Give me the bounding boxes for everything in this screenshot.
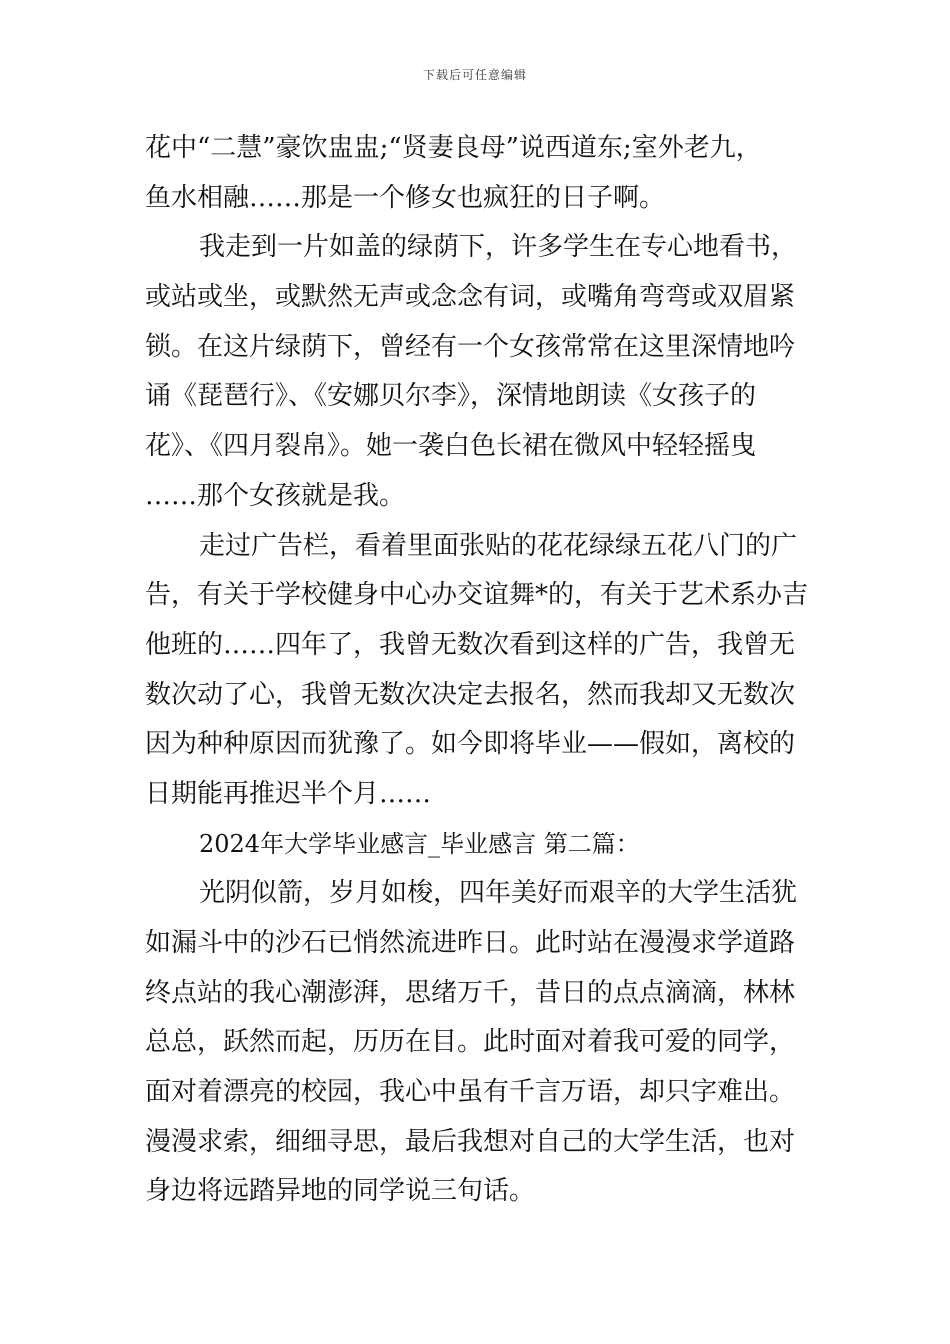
- text-line: 如漏斗中的沙石已悄然流进昨日。此时站在漫漫求学道路: [145, 928, 796, 958]
- text-line: 面对着漂亮的校园，我心中虽有千言万语，却只字难出。: [145, 1077, 796, 1108]
- text-line: 他班的……四年了，我曾无数次看到这样的广告，我曾无: [145, 629, 796, 660]
- text-line: 总总，跃然而起，历历在目。此时面对着我可爱的同学，: [145, 1027, 796, 1058]
- text-line: 漫漫求索，细细寻思，最后我想对自己的大学生活，也对: [145, 1126, 796, 1157]
- paragraph-start-line: 我走到一片如盖的绿荫下，许多学生在专心地看书，: [199, 232, 798, 263]
- text-line: 诵《琵琶行》、《安娜贝尔李》，深情地朗读《女孩子的: [145, 381, 757, 412]
- text-line: 因为种种原因而犹豫了。如今即将毕业——假如，离校的: [145, 729, 796, 760]
- text-line: 日期能再推迟半个月……: [145, 778, 432, 809]
- text-line: 锁。在这片绿荫下，曾经有一个女孩常常在这里深情地吟: [145, 331, 796, 362]
- text-line: 数次动了心，我曾无数次决定去报名，然而我却又无数次: [145, 679, 796, 710]
- paragraph-start-line: 走过广告栏，看着里面张贴的花花绿绿五花八门的广: [199, 530, 798, 561]
- text-line: 告，有关于学校健身中心办交谊舞*的，有关于艺术系办吉: [145, 580, 809, 611]
- text-line: 花中“二慧”豪饮盅盅;“贤妻良母”说西道东;室外老九，: [145, 133, 762, 163]
- text-line: 终点站的我心潮澎湃，思绪万千，昔日的点点滴滴，林林: [145, 977, 796, 1008]
- text-line: 鱼水相融……那是一个修女也疯狂的日子啊。: [145, 182, 666, 213]
- section-heading: 2024年大学毕业感言_毕业感言 第二篇：: [199, 829, 640, 858]
- text-line: 花》、《四月裂帛》。她一袭白色长裙在微风中轻轻摇曳: [145, 431, 757, 462]
- document-body: [145, 124, 813, 1217]
- paragraph-start-line: 光阴似箭，岁月如梭，四年美好而艰辛的大学生活犹: [199, 878, 798, 909]
- text-line: 身边将远踏异地的同学说三句话。: [145, 1176, 536, 1207]
- page-header-note: 下载后可任意编辑: [422, 68, 527, 82]
- text-line: ……那个女孩就是我。: [145, 480, 406, 511]
- text-line: 或站或坐，或默然无声或念念有词，或嘴角弯弯或双眉紧: [145, 282, 796, 313]
